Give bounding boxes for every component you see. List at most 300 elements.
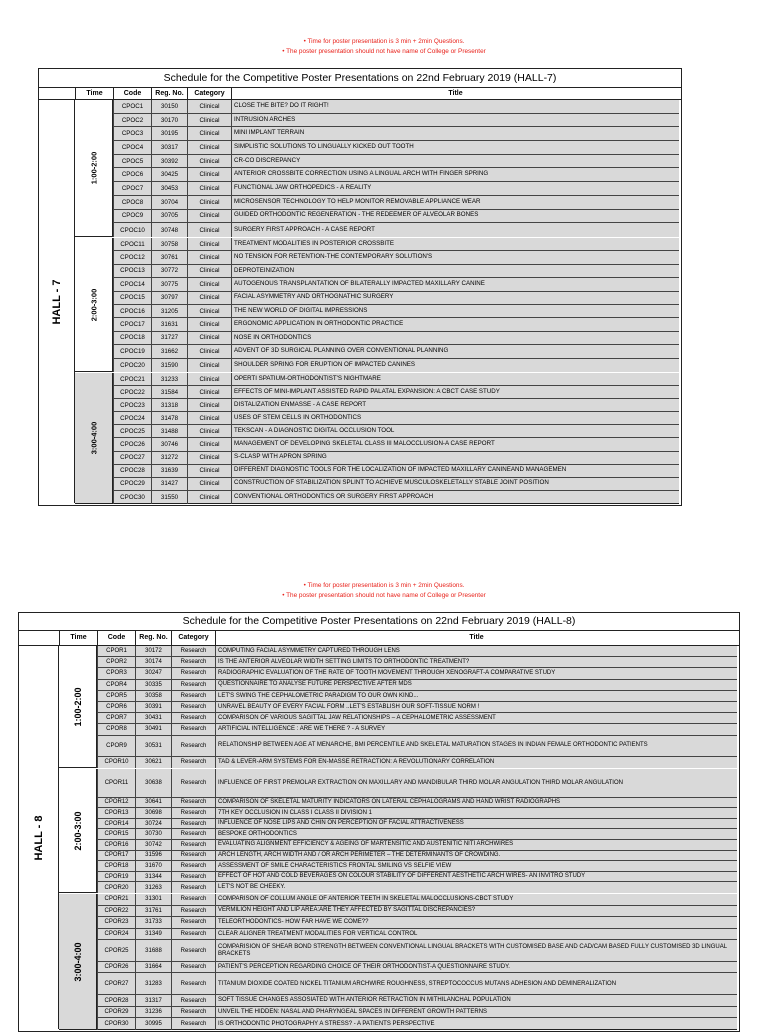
cell-title: RADIOGRAPHIC EVALUATION OF THE RATE OF TOOTH MOVEMENT THROUGH XENOGRAFT-A COMPARATIVE STUDY <box>215 668 737 678</box>
table-row <box>97 962 737 974</box>
cell-title: RELATIONSHIP BETWEEN AGE AT MENARCHE, BMI PERCENTILE AND SKELETAL MATURATION STAGES IN INDIAN FEMALE ORTHODONTIC PATIENTS <box>215 736 737 756</box>
cell-title: QUESTIONNAIRE TO ANALYSE FUTURE PERSPECTIVE AFTER MDS <box>215 680 737 690</box>
cell-category: Research <box>171 819 215 829</box>
cell-reg: 30730 <box>135 829 171 839</box>
cell-category: Clinical <box>187 452 231 464</box>
cell-reg: 31664 <box>135 962 171 973</box>
cell-code: CPOC6 <box>113 168 151 181</box>
cell-code: CPOC9 <box>113 210 151 223</box>
cell-reg: 31631 <box>151 318 187 330</box>
cell-title: MINI IMPLANT TERRAIN <box>231 127 679 140</box>
cell-code: CPOC27 <box>113 452 151 464</box>
header-time: Time <box>75 88 113 99</box>
cell-reg: 30704 <box>151 196 187 209</box>
note-line: • The poster presentation should not have name of College or Presenter <box>282 48 486 55</box>
column-header-row <box>19 631 739 646</box>
cell-code: CPOR9 <box>97 736 135 756</box>
table-row <box>97 995 737 1007</box>
header-code: Code <box>113 88 151 99</box>
cell-code: CPOR21 <box>97 894 135 905</box>
cell-category: Research <box>171 1018 215 1030</box>
cell-title: DIFFERENT DIAGNOSTIC TOOLS FOR THE LOCALIZATION OF IMPACTED MAXILLARY CANINEAND MANAGEMEN <box>231 465 679 477</box>
cell-reg: 30170 <box>151 114 187 127</box>
cell-title: TREATMENT MODALITIES IN POSTERIOR CROSSBITE <box>231 238 679 250</box>
table-row <box>97 929 737 941</box>
table-row <box>97 917 737 929</box>
time-block <box>59 894 737 1030</box>
time-block <box>59 646 737 768</box>
cell-category: Clinical <box>187 305 231 317</box>
cell-title: COMPARISON OF SKELETAL MATURITY INDICATORS ON LATERAL CEPHALOGRAMS AND HAND WRIST RADIOGRAPHS <box>215 798 737 808</box>
cell-title: IS THE ANTERIOR ALVEOLAR WIDTH SETTING LIMITS TO ORTHODONTIC TREATMENT? <box>215 657 737 667</box>
cell-reg: 30742 <box>135 840 171 850</box>
cell-title: EFFECTS OF MINI-IMPLANT ASSISTED RAPID PALATAL EXPANSION: A CBCT CASE STUDY <box>231 386 679 398</box>
cell-code: CPOR3 <box>97 668 135 678</box>
cell-category: Research <box>171 906 215 917</box>
table-row <box>113 265 679 278</box>
cell-category: Research <box>171 657 215 667</box>
time-slot-label <box>75 373 113 503</box>
table-row <box>113 196 679 210</box>
cell-category: Research <box>171 851 215 861</box>
cell-category: Clinical <box>187 373 231 385</box>
cell-code: CPOR2 <box>97 657 135 667</box>
cell-category: Research <box>171 872 215 882</box>
table-row <box>97 840 737 851</box>
table-row <box>97 736 737 757</box>
table-row <box>97 724 737 735</box>
cell-code: CPOR28 <box>97 995 135 1006</box>
cell-category: Clinical <box>187 155 231 168</box>
schedule-title: Schedule for the Competitive Poster Presentations on 22nd February 2019 (HALL-7) <box>39 69 681 88</box>
cell-title: COMPARISON OF VARIOUS SAGITTAL JAW RELATIONSHIPS – A CEPHALOMETRIC ASSESSMENT <box>215 713 737 723</box>
table-row <box>113 345 679 358</box>
cell-code: CPOC15 <box>113 292 151 304</box>
table-row <box>113 478 679 491</box>
cell-code: CPOR16 <box>97 840 135 850</box>
table-row <box>97 680 737 691</box>
cell-code: CPOC8 <box>113 196 151 209</box>
cell-code: CPOR4 <box>97 680 135 690</box>
cell-title: EFFECT OF HOT AND COLD BEVERAGES ON COLOUR STABILITY OF DIFFERENT AESTHETIC ARCH WIRES- AN INVITRO STUDY <box>215 872 737 882</box>
cell-category: Clinical <box>187 223 231 237</box>
cell-title: ADVENT OF 3D SURGICAL PLANNING OVER CONVENTIONAL PLANNING <box>231 345 679 357</box>
table-row <box>97 906 737 918</box>
cell-reg: 30172 <box>135 646 171 656</box>
cell-title: CONSTRUCTION OF STABILIZATION SPLINT TO ACHIEVE MUSCULOSKELETALLY STABLE JOINT POSITION <box>231 478 679 490</box>
schedule-table-hall <box>38 68 682 506</box>
presentation-notes <box>0 581 768 601</box>
cell-title: SURGERY FIRST APPROACH - A CASE REPORT <box>231 223 679 237</box>
cell-category: Research <box>171 829 215 839</box>
column-header-row <box>39 88 681 100</box>
table-row <box>113 373 679 386</box>
cell-title: SIMPLISTIC SOLUTIONS TO LINGUALLY KICKED OUT TOOTH <box>231 141 679 154</box>
cell-code: CPOR25 <box>97 940 135 961</box>
cell-code: CPOC20 <box>113 359 151 372</box>
cell-category: Clinical <box>187 127 231 140</box>
cell-category: Research <box>171 713 215 723</box>
cell-category: Research <box>171 929 215 940</box>
cell-title: FACIAL ASYMMETRY AND ORTHOGNATHIC SURGERY <box>231 292 679 304</box>
cell-reg: 31318 <box>151 399 187 411</box>
cell-code: CPOR5 <box>97 691 135 701</box>
cell-title: SHOULDER SPRING FOR ERUPTION OF IMPACTED CANINES <box>231 359 679 372</box>
cell-reg: 31584 <box>151 386 187 398</box>
cell-reg: 31283 <box>135 973 171 994</box>
time-slot-text: 1:00-2:00 <box>72 686 83 727</box>
cell-code: CPOC19 <box>113 345 151 357</box>
cell-title: FUNCTIONAL JAW ORTHOPEDICS - A REALITY <box>231 182 679 195</box>
header-reg: Reg. No. <box>151 88 187 99</box>
time-slot-text: 2:00-3:00 <box>72 810 83 851</box>
cell-title: ASSESSMENT OF SMILE CHARACTERISTICS FRONTAL SMILING VS SELFIE VIEW <box>215 861 737 871</box>
cell-reg: 31349 <box>135 929 171 940</box>
cell-category: Research <box>171 769 215 797</box>
cell-category: Research <box>171 917 215 928</box>
cell-title: UNVEIL THE HIDDEN: NASAL AND PHARYNGEAL SPACES IN DIFFERENT GROWTH PATTERNS <box>215 1007 737 1018</box>
table-row <box>113 386 679 399</box>
cell-category: Clinical <box>187 100 231 113</box>
table-row <box>97 973 737 995</box>
header-title: Title <box>231 88 679 99</box>
cell-reg: 30995 <box>135 1018 171 1030</box>
cell-reg: 30391 <box>135 702 171 712</box>
time-slot-label <box>59 894 97 1029</box>
cell-category: Research <box>171 757 215 768</box>
table-row <box>113 182 679 196</box>
table-row <box>97 798 737 809</box>
cell-category: Clinical <box>187 478 231 490</box>
cell-code: CPOR6 <box>97 702 135 712</box>
cell-category: Clinical <box>187 265 231 277</box>
table-row <box>97 1018 737 1030</box>
table-row <box>113 359 679 372</box>
cell-title: PATIENT'S PERCEPTION REGARDING CHOICE OF THEIR ORTHODONTIST-A QUESTIONNAIRE STUDY. <box>215 962 737 973</box>
cell-category: Clinical <box>187 345 231 357</box>
cell-code: CPOR1 <box>97 646 135 656</box>
cell-code: CPOR23 <box>97 917 135 928</box>
cell-code: CPOC13 <box>113 265 151 277</box>
cell-reg: 30317 <box>151 141 187 154</box>
cell-title: MICROSENSOR TECHNOLOGY TO HELP MONITOR REMOVABLE APPLIANCE WEAR <box>231 196 679 209</box>
cell-title: USES OF STEM CELLS IN ORTHODONTICS <box>231 412 679 424</box>
cell-title: NOSE IN ORTHODONTICS <box>231 332 679 344</box>
table-row <box>113 238 679 251</box>
cell-reg: 30746 <box>151 438 187 450</box>
table-row <box>97 691 737 702</box>
cell-reg: 31344 <box>135 872 171 882</box>
cell-code: CPOR17 <box>97 851 135 861</box>
time-slot-text: 3:00-4:00 <box>89 421 98 455</box>
table-row <box>113 223 679 237</box>
table-row <box>97 757 737 768</box>
time-slot-label <box>75 238 113 371</box>
cell-reg: 30775 <box>151 278 187 290</box>
cell-code: CPOC22 <box>113 386 151 398</box>
cell-category: Research <box>171 668 215 678</box>
cell-title: 7TH KEY OCCLUSION IN CLASS I CLASS II DIVISION 1 <box>215 808 737 818</box>
table-row <box>97 851 737 862</box>
cell-reg: 30761 <box>151 251 187 263</box>
cell-category: Research <box>171 894 215 905</box>
cell-reg: 30174 <box>135 657 171 667</box>
time-slot-text: 3:00-4:00 <box>72 941 83 982</box>
cell-code: CPOR27 <box>97 973 135 994</box>
cell-reg: 30195 <box>151 127 187 140</box>
table-row <box>113 278 679 291</box>
cell-title: ARTIFICIAL INTELLIGENCE : ARE WE THERE ? - A SURVEY <box>215 724 737 734</box>
time-block <box>59 769 737 893</box>
cell-title: ARCH LENGTH, ARCH WIDTH AND / OR ARCH PERIMETER – THE DETERMINANTS OF CROWDING. <box>215 851 737 861</box>
table-row <box>113 452 679 465</box>
table-row <box>113 438 679 451</box>
table-row <box>113 114 679 128</box>
table-row <box>97 646 737 657</box>
cell-reg: 31662 <box>151 345 187 357</box>
table-row <box>113 251 679 264</box>
table-row <box>97 872 737 883</box>
block-rows <box>113 238 679 372</box>
hall-label-text: HALL - 8 <box>32 814 45 861</box>
cell-category: Research <box>171 940 215 961</box>
cell-title: NO TENSION FOR RETENTION-THE CONTEMPORARY SOLUTION'S <box>231 251 679 263</box>
cell-title: DISTALIZATION ENMASSE - A CASE REPORT <box>231 399 679 411</box>
cell-reg: 31236 <box>135 1007 171 1018</box>
table-row <box>113 305 679 318</box>
time-slot-label <box>59 769 97 892</box>
cell-title: TELEORTHODONTICS- HOW FAR HAVE WE COME?? <box>215 917 737 928</box>
cell-category: Research <box>171 691 215 701</box>
note-line: • Time for poster presentation is 3 min + 2min Questions. <box>303 38 465 45</box>
table-row <box>113 141 679 155</box>
cell-reg: 30724 <box>135 819 171 829</box>
cell-category: Clinical <box>187 491 231 504</box>
cell-category: Clinical <box>187 168 231 181</box>
table-row <box>113 465 679 478</box>
time-block <box>75 373 679 504</box>
cell-reg: 31670 <box>135 861 171 871</box>
cell-category: Research <box>171 840 215 850</box>
header-time: Time <box>59 631 97 645</box>
cell-title: CLEAR ALIGNER TREATMENT MODALITIES FOR VERTICAL CONTROL <box>215 929 737 940</box>
table-row <box>97 668 737 679</box>
presentation-notes <box>0 37 768 57</box>
cell-title: COMPARISON OF COLLUM ANGLE OF ANTERIOR TEETH IN SKELETAL MALOCCLUSIONS-CBCT STUDY <box>215 894 737 905</box>
table-row <box>97 1007 737 1019</box>
cell-code: CPOR30 <box>97 1018 135 1030</box>
table-row <box>113 100 679 114</box>
cell-code: CPOR22 <box>97 906 135 917</box>
cell-category: Research <box>171 882 215 893</box>
cell-code: CPOC25 <box>113 425 151 437</box>
cell-reg: 31272 <box>151 452 187 464</box>
cell-title: OPERTI SPATIUM-ORTHODONTIST'S NIGHTMARE <box>231 373 679 385</box>
cell-code: CPOR24 <box>97 929 135 940</box>
table-row <box>97 713 737 724</box>
table-row <box>113 292 679 305</box>
table-row <box>97 769 737 798</box>
cell-title: CONVENTIONAL ORTHODONTICS OR SURGERY FIRST APPROACH <box>231 491 679 504</box>
time-slot-text: 1:00-2:00 <box>89 151 98 185</box>
cell-category: Clinical <box>187 332 231 344</box>
table-row <box>97 819 737 830</box>
cell-reg: 30772 <box>151 265 187 277</box>
cell-reg: 31427 <box>151 478 187 490</box>
cell-code: CPOR10 <box>97 757 135 768</box>
hall-label <box>39 100 75 503</box>
cell-code: CPOR8 <box>97 724 135 734</box>
cell-code: CPOC12 <box>113 251 151 263</box>
cell-reg: 30425 <box>151 168 187 181</box>
table-row <box>113 127 679 141</box>
cell-reg: 31761 <box>135 906 171 917</box>
cell-code: CPOC14 <box>113 278 151 290</box>
table-row <box>97 894 737 906</box>
cell-reg: 30453 <box>151 182 187 195</box>
cell-code: CPOC4 <box>113 141 151 154</box>
cell-category: Clinical <box>187 278 231 290</box>
cell-code: CPOR12 <box>97 798 135 808</box>
cell-category: Clinical <box>187 318 231 330</box>
cell-category: Research <box>171 646 215 656</box>
table-row <box>113 168 679 182</box>
cell-category: Clinical <box>187 438 231 450</box>
cell-category: Clinical <box>187 141 231 154</box>
cell-reg: 31727 <box>151 332 187 344</box>
cell-reg: 30150 <box>151 100 187 113</box>
cell-title: INFLUENCE OF FIRST PREMOLAR EXTRACTION ON MAXILLARY AND MANDIBULAR THIRD MOLAR ANGULATION THIRD MOLAR ANGULATION <box>215 769 737 797</box>
cell-code: CPOR26 <box>97 962 135 973</box>
cell-reg: 30797 <box>151 292 187 304</box>
cell-title: EVALUATING ALIGNMENT EFFICIENCY & AGEING OF MARTENSITIC AND AUSTENITIC NITI ARCHWIRES <box>215 840 737 850</box>
table-row <box>113 425 679 438</box>
header-reg: Reg. No. <box>135 631 171 645</box>
cell-reg: 31733 <box>135 917 171 928</box>
cell-category: Research <box>171 736 215 756</box>
time-slot-label <box>75 100 113 236</box>
cell-category: Research <box>171 861 215 871</box>
cell-code: CPOR15 <box>97 829 135 839</box>
cell-reg: 30358 <box>135 691 171 701</box>
block-rows <box>113 373 679 504</box>
cell-reg: 30392 <box>151 155 187 168</box>
cell-title: TEKSCAN - A DIAGNOSTIC DIGITAL OCCLUSION TOOL <box>231 425 679 437</box>
table-row <box>97 702 737 713</box>
cell-reg: 31590 <box>151 359 187 372</box>
cell-reg: 30705 <box>151 210 187 223</box>
cell-title: CLOSE THE BITE? DO IT RIGHT! <box>231 100 679 113</box>
cell-reg: 30531 <box>135 736 171 756</box>
cell-code: CPOC11 <box>113 238 151 250</box>
table-row <box>97 808 737 819</box>
cell-title: ANTERIOR CROSSBITE CORRECTION USING A LINGUAL ARCH WITH FINGER SPRING <box>231 168 679 181</box>
cell-category: Clinical <box>187 210 231 223</box>
block-rows <box>97 646 737 768</box>
table-row <box>97 861 737 872</box>
cell-code: CPOC10 <box>113 223 151 237</box>
block-rows <box>113 100 679 237</box>
cell-category: Research <box>171 995 215 1006</box>
table-row <box>97 940 737 962</box>
cell-code: CPOC28 <box>113 465 151 477</box>
cell-reg: 31488 <box>151 425 187 437</box>
cell-category: Clinical <box>187 196 231 209</box>
cell-title: TAD & LEVER-ARM SYSTEMS FOR EN-MASSE RETRACTION: A REVOLUTIONARY CORRELATION <box>215 757 737 768</box>
cell-code: CPOC21 <box>113 373 151 385</box>
cell-title: SOFT TISSUE CHANGES ASSOSIATED WITH ANTERIOR RETRACTION IN MITHILANCHAL POPULATION <box>215 995 737 1006</box>
table-row <box>97 657 737 668</box>
cell-code: CPOC18 <box>113 332 151 344</box>
cell-title: LET'S NOT BE CHEEKY. <box>215 882 737 893</box>
cell-title: INTRUSION ARCHES <box>231 114 679 127</box>
cell-category: Clinical <box>187 251 231 263</box>
header-code: Code <box>97 631 135 645</box>
cell-category: Research <box>171 962 215 973</box>
hall-label-text: HALL - 7 <box>50 278 63 325</box>
cell-reg: 30758 <box>151 238 187 250</box>
time-slot-text: 2:00-3:00 <box>89 288 98 321</box>
cell-reg: 31205 <box>151 305 187 317</box>
cell-reg: 31688 <box>135 940 171 961</box>
cell-code: CPOC30 <box>113 491 151 504</box>
table-row <box>113 412 679 425</box>
cell-category: Research <box>171 724 215 734</box>
cell-title: DEPROTEINIZATION <box>231 265 679 277</box>
cell-code: CPOC23 <box>113 399 151 411</box>
cell-title: AUTOGENOUS TRANSPLANTATION OF BILATERALLY IMPACTED MAXILLARY CANINE <box>231 278 679 290</box>
cell-code: CPOC2 <box>113 114 151 127</box>
table-row <box>113 399 679 412</box>
cell-title: GUIDED ORTHODONTIC REGENERATION - THE REDEEMER OF ALVEOLAR BONES <box>231 210 679 223</box>
cell-title: ERGONOMIC APPLICATION IN ORTHODONTIC PRACTICE <box>231 318 679 330</box>
cell-code: CPOC16 <box>113 305 151 317</box>
cell-reg: 30431 <box>135 713 171 723</box>
time-block <box>75 100 679 237</box>
cell-category: Research <box>171 702 215 712</box>
table-row <box>97 882 737 893</box>
cell-title: VERMILION HEIGHT AND LIP AREA:ARE THEY AFFECTED BY SAGITTAL DISCREPANCIES? <box>215 906 737 917</box>
header-category: Category <box>171 631 215 645</box>
cell-code: CPOR7 <box>97 713 135 723</box>
cell-code: CPOR11 <box>97 769 135 797</box>
header-title: Title <box>215 631 737 645</box>
cell-title: BESPOKE ORTHODONTICS <box>215 829 737 839</box>
cell-reg: 31550 <box>151 491 187 504</box>
cell-category: Clinical <box>187 425 231 437</box>
cell-code: CPOR13 <box>97 808 135 818</box>
cell-category: Clinical <box>187 238 231 250</box>
cell-code: CPOR14 <box>97 819 135 829</box>
cell-title: INFLUENCE OF NOSE LIPS AND CHIN ON PERCEPTION OF FACIAL ATTRACTIVENESS <box>215 819 737 829</box>
cell-category: Clinical <box>187 412 231 424</box>
table-row <box>113 491 679 504</box>
schedule-title: Schedule for the Competitive Poster Presentations on 22nd February 2019 (HALL-8) <box>19 613 739 631</box>
cell-category: Research <box>171 680 215 690</box>
cell-reg: 30335 <box>135 680 171 690</box>
note-line: • The poster presentation should not have name of College or Presenter <box>282 592 486 599</box>
table-row <box>97 829 737 840</box>
cell-title: COMPUTING FACIAL ASYMMETRY CAPTURED THROUGH LENS <box>215 646 737 656</box>
cell-code: CPOR29 <box>97 1007 135 1018</box>
time-block <box>75 238 679 372</box>
cell-code: CPOC17 <box>113 318 151 330</box>
table-row <box>113 210 679 224</box>
cell-category: Research <box>171 808 215 818</box>
cell-title: COMPARISION OF SHEAR BOND STRENGTH BETWEEN CONVENTIONAL LINGUAL BRACKETS WITH CUSTOMISED BASE AND CAD/CAM BASED FULLY CUSTOMISED 3D LINGUAL BRACKETS <box>215 940 737 961</box>
cell-code: CPOC29 <box>113 478 151 490</box>
cell-code: CPOC7 <box>113 182 151 195</box>
